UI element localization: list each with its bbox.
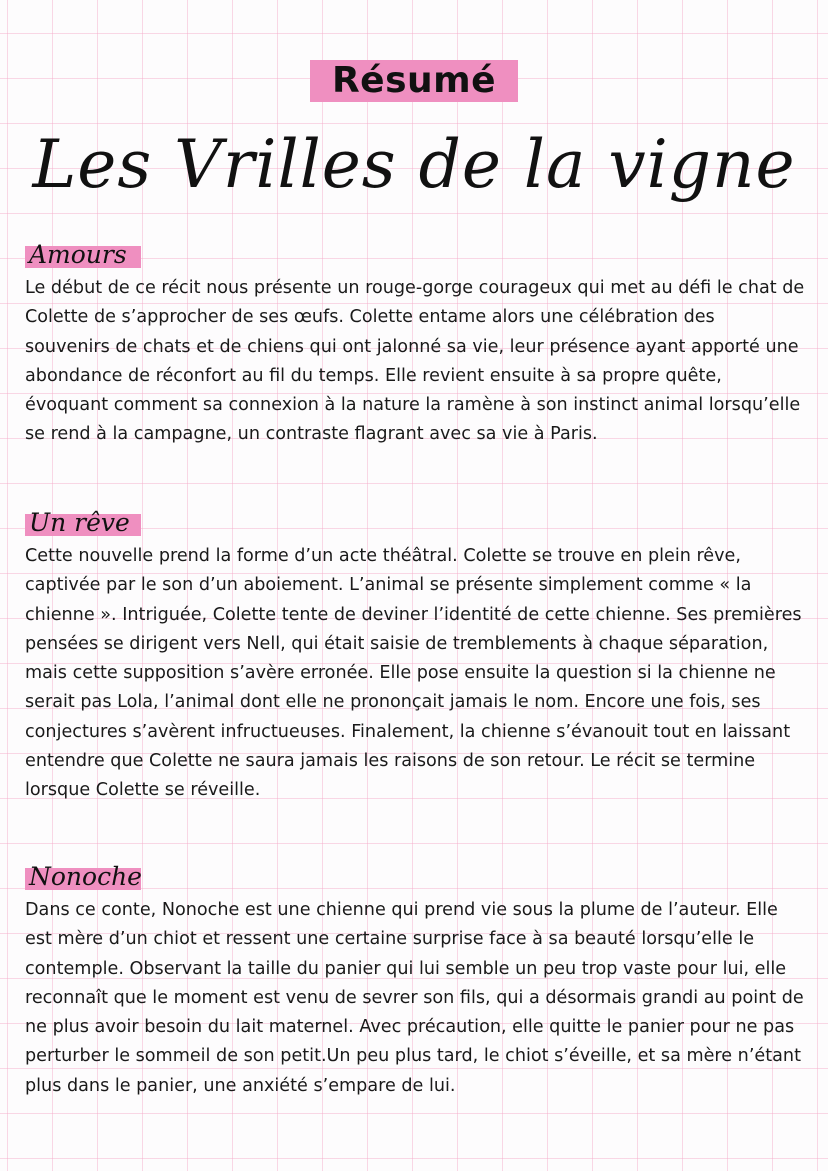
section-nonoche (25, 862, 805, 1101)
header (0, 60, 828, 102)
section-heading (25, 240, 127, 269)
section-amours (25, 240, 805, 450)
section-heading-text: Un rêve (29, 508, 130, 537)
section-un-reve (25, 508, 805, 806)
section-paragraph: Cette nouvelle prend la forme d’un acte théâtral. Colette se trouve en plein rêve, captivée par le son d’un aboiement. L’animal se présente simplement comme « la chienne ». Intriguée, Colette tente de deviner l’identité de cette chienne. Ses premières pensées se dirigent vers Nell, qui était saisie de tremblements à chaque séparation, mais cette supposition s’avère erronée. Elle pose ensuite la question si la chienne ne serait pas Lola, l’animal dont elle ne prononçait jamais le nom. Encore une fois, ses conjectures s’avèrent infructueuses. Finalement, la chienne s’évanouit tout en laissant entendre que Colette ne saura jamais les raisons de son retour. Le récit se termine lorsque Colette se réveille. (25, 546, 802, 801)
section-heading (25, 862, 142, 891)
section-heading-text: Amours (29, 240, 127, 269)
resume-badge: Résumé (310, 60, 518, 102)
section-heading (25, 508, 130, 537)
page-title: Les Vrilles de la vigne (32, 126, 796, 203)
section-heading-text: Nonoche (29, 862, 142, 891)
section-paragraph: Dans ce conte, Nonoche est une chienne qui prend vie sous la plume de l’auteur. Elle est mère d’un chiot et ressent une certaine surprise face à sa beauté lorsqu’elle le contemple. Observant la taille du panier qui lui semble un peu trop vaste pour lui, elle reconnaît que le moment est venu de sevrer son fils, qui a désormais grandi au point de ne plus avoir besoin du lait maternel. Avec précaution, elle quitte le panier pour ne pas perturber le sommeil de son petit.Un peu plus tard, le chiot s’éveille, et sa mère n’étant plus dans le panier, une anxiété s’empare de lui. (25, 900, 804, 1096)
section-paragraph: Le début de ce récit nous présente un rouge-gorge courageux qui met au défi le chat de Colette de s’approcher de ses œufs. Colette entame alors une célébration des souvenirs de chats et de chiens qui ont jalonné sa vie, leur présence ayant apporté une abondance de réconfort au fil du temps. Elle revient ensuite à sa propre quête, évoquant comment sa connexion à la nature la ramène à son instinct animal lorsqu’elle se rend à la campagne, un contraste flagrant avec sa vie à Paris. (25, 278, 805, 445)
